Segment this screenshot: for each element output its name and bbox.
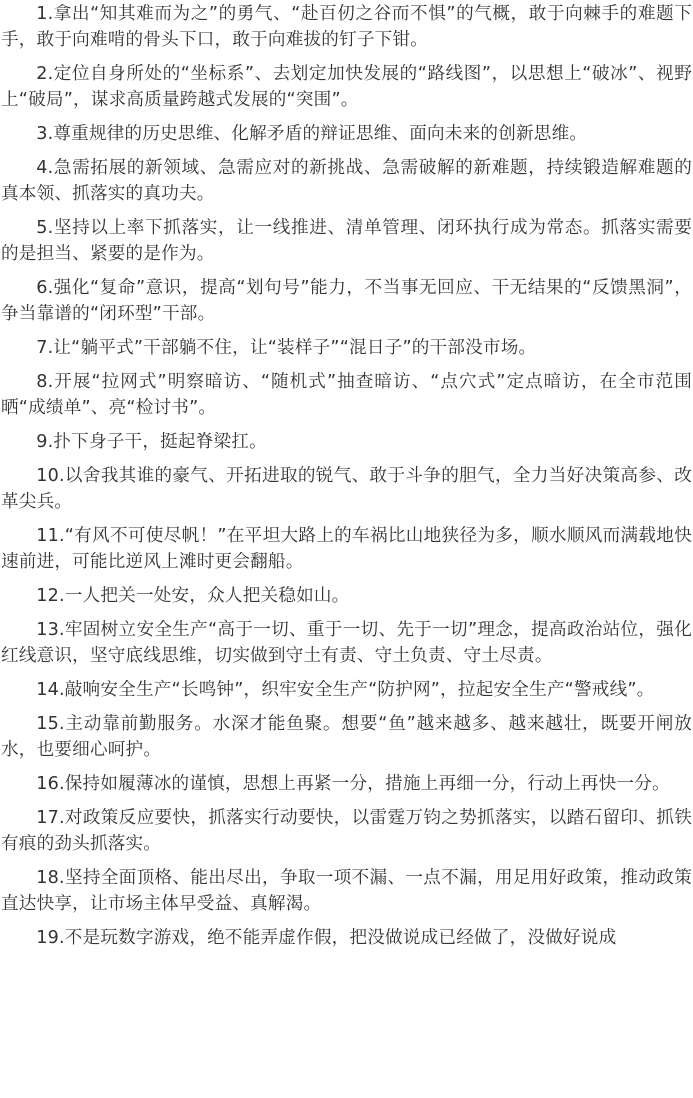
paragraph-12: 12.一人把关一处安，众人把关稳如山。 [36,586,350,606]
paragraph-2: 2.定位自身所处的“坐标系”、去划定加快发展的“路线图”，以思想上“破冰”、视野上“破局”，谋求高质量跨越式发展的“突围”。 [1,64,692,110]
paragraph-17: 17.对政策反应要快，抓落实行动要快，以雷霆万钧之势抓落实，以踏石留印、抓铁有痕的劲头抓落实。 [1,808,692,854]
paragraph-6: 6.强化“复命”意识，提高“划句号”能力，不当事无回应、干无结果的“反馈黑洞”，争当靠谱的“闭环型”干部。 [1,278,692,324]
paragraph-9: 9.扑下身子干，挺起脊梁扛。 [36,432,267,452]
paragraph-4: 4.急需拓展的新领域、急需应对的新挑战、急需破解的新难题，持续锻造解难题的真本领、抓落实的真功夫。 [1,158,692,204]
paragraph-3: 3.尊重规律的历史思维、化解矛盾的辩证思维、面向未来的创新思维。 [36,124,588,144]
paragraph-8: 8.开展“拉网式”明察暗访、“随机式”抽查暗访、“点穴式”定点暗访，在全市范围晒“成绩单”、亮“检讨书”。 [1,372,692,418]
paragraph-19: 19.不是玩数字游戏，绝不能弄虚作假，把没做说成已经做了，没做好说成 [36,928,617,948]
paragraph-5: 5.坚持以上率下抓落实，让一线推进、清单管理、闭环执行成为常态。抓落实需要的是担当、紧要的是作为。 [1,218,692,264]
paragraph-7: 7.让“躺平式”干部躺不住，让“装样子”“混日子”的干部没市场。 [36,338,537,358]
paragraph-18: 18.坚持全面顶格、能出尽出，争取一项不漏、一点不漏，用足用好政策，推动政策直达快享，让市场主体早受益、真解渴。 [1,868,692,914]
document-body [0,1,693,951]
paragraph-10: 10.以舍我其谁的豪气、开拓进取的锐气、敢于斗争的胆气，全力当好决策高参、改革尖兵。 [1,466,692,512]
paragraph-13: 13.牢固树立安全生产“高于一切、重于一切、先于一切”理念，提高政治站位，强化红线意识，坚守底线思维，切实做到守土有责、守土负责、守土尽责。 [1,620,692,666]
paragraph-1: 1.拿出“知其难而为之”的勇气、“赴百仞之谷而不惧”的气概，敢于向棘手的难题下手，敢于向难啃的骨头下口，敢于向难拔的钉子下钳。 [1,4,692,50]
paragraph-16: 16.保持如履薄冰的谨慎，思想上再紧一分，措施上再细一分，行动上再快一分。 [36,774,670,794]
paragraph-15: 15.主动靠前勤服务。水深才能鱼聚。想要“鱼”越来越多、越来越壮，既要开闸放水，也要细心呵护。 [1,714,692,760]
paragraph-11: 11.“有风不可使尽帆！”在平坦大路上的车祸比山地狭径为多，顺水顺风而满载地快速前进，可能比逆风上滩时更会翻船。 [1,526,692,572]
paragraph-14: 14.敲响安全生产“长鸣钟”，织牢安全生产“防护网”，拉起安全生产“警戒线”。 [36,680,655,700]
